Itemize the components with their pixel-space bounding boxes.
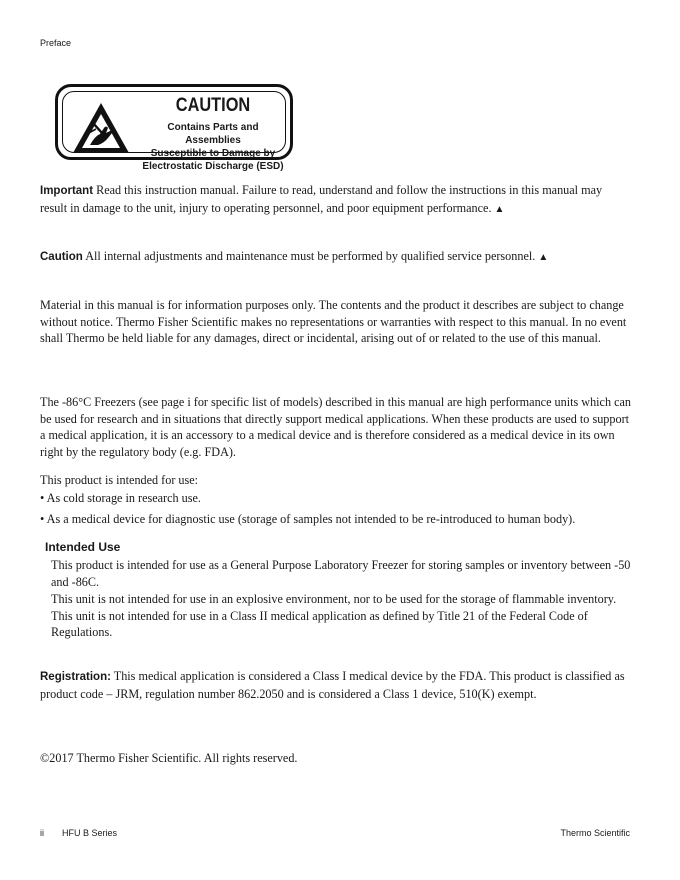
intended-use-paragraph: This product is intended for use as a General Purpose Laboratory Freezer for storing samples or inventory between -50 and -86C. <box>51 558 631 589</box>
caution-description <box>141 121 285 173</box>
disclaimer-paragraph: Material in this manual is for information purposes only. The contents and the product it describes are subject to change without notice. Thermo Fisher Scientific makes no representations or warranties with respect to this manual. In no event shall Thermo be held liable for any damages, direct or incidental, arising out of or related to the use of this manual. <box>40 298 627 345</box>
end-of-section-triangle-icon: ▲ <box>494 203 505 215</box>
brand-name: Thermo Scientific <box>560 828 630 838</box>
intended-use-heading: Intended Use <box>45 540 121 554</box>
copyright-notice: ©2017 Thermo Fisher Scientific. All rights reserved. <box>40 751 298 765</box>
document-title: HFU B Series <box>62 828 118 838</box>
esd-warning-icon <box>71 101 131 155</box>
caution-notice <box>40 248 632 267</box>
esd-caution-label <box>55 84 293 172</box>
registration-text: This medical application is considered a Class I medical device by the FDA. This product is classified as product code – JRM, regulation number 862.2050 and is considered a Class 1 device, 510(K) exempt. <box>40 669 625 701</box>
important-notice <box>40 182 632 218</box>
caution-text: All internal adjustments and maintenance must be performed by qualified service personnel. <box>85 249 536 263</box>
page-header: Preface <box>40 38 72 48</box>
important-text: Read this instruction manual. Failure to read, understand and follow the instructions in this manual may result in damage to the unit, injury to operating personnel, and poor equipment performance. <box>40 183 603 215</box>
intended-for-intro: This product is intended for use: <box>40 473 199 487</box>
registration-label: Registration: <box>40 671 111 683</box>
caution-title: CAUTION <box>175 95 251 116</box>
registration-paragraph <box>40 668 632 702</box>
list-item: • As a medical device for diagnostic use (storage of samples not intended to be re-introduced to human body). <box>40 512 576 526</box>
intended-use-restriction-paragraph: This unit is not intended for use in an explosive environment, nor to be used for the storage of flammable inventory. This unit is not intended for use in a Class II medical application as defined by Title 21 of the Federal Code of Regulations. <box>51 592 617 639</box>
caution-line: Electrostatic Discharge (ESD) <box>142 161 284 172</box>
caution-label: Caution <box>40 251 83 263</box>
caution-line: Contains Parts and Assemblies <box>167 122 259 146</box>
page-number: ii <box>40 828 44 838</box>
list-item: • As cold storage in research use. <box>40 491 201 505</box>
important-label: Important <box>40 185 94 197</box>
caution-line: Susceptible to Damage by <box>150 148 276 159</box>
caution-label-inner-border <box>62 91 286 172</box>
end-of-section-triangle-icon: ▲ <box>538 252 549 263</box>
product-description-paragraph: The -86°C Freezers (see page i for specific list of models) described in this manual are high performance units which can be used for research and in situations that directly support medical applications. When these products are used to support a medical application, it is an accessory to a medical device and is therefore considered as a medical device in its own right by the regulatory body (e.g. FDA). <box>40 395 632 459</box>
